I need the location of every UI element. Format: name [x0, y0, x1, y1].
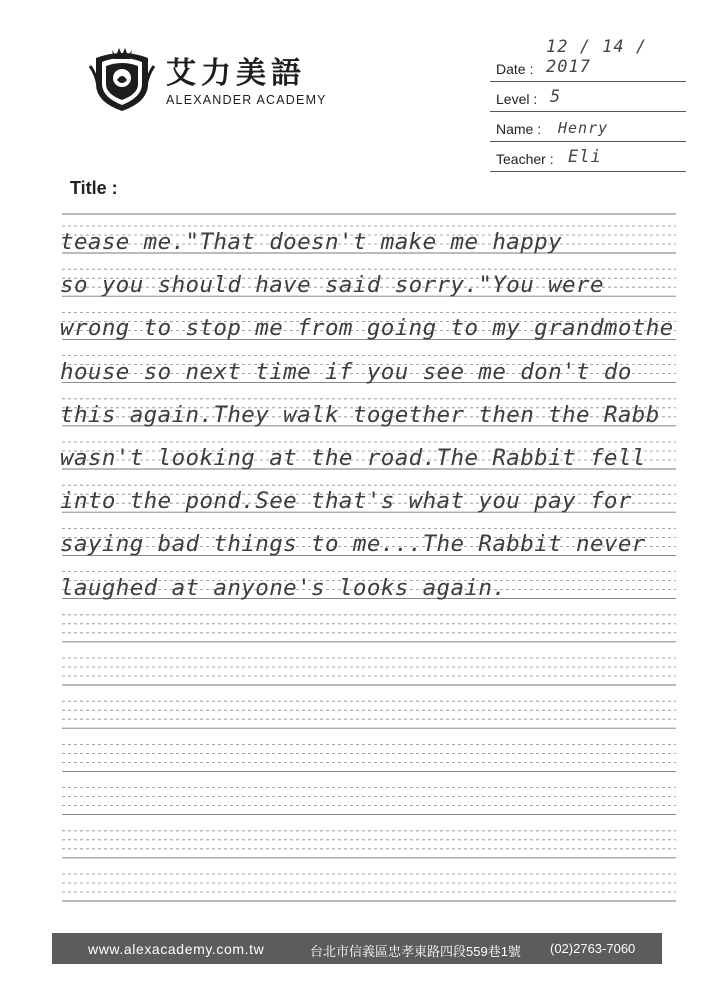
name-value: Henry: [558, 119, 609, 137]
footer-bar: [52, 933, 662, 964]
essay-line: saying bad things to me...The Rabbit never: [60, 531, 646, 558]
essay-line: wrong to stop me from going to my grandmothe: [60, 315, 674, 342]
essay-line: house so next time if you see me don't do: [60, 358, 632, 385]
date-value: 12 / 14 / 2017: [546, 37, 648, 77]
essay-line: this again.They walk together then the Rabb: [60, 401, 660, 428]
teacher-value: Eli: [568, 147, 602, 167]
brand-english-name: ALEXANDER ACADEMY: [166, 93, 327, 107]
level-value: 5: [550, 87, 562, 107]
title-label: Title :: [70, 178, 118, 198]
brand-chinese-name: 艾力美語: [166, 56, 306, 91]
teacher-label: Teacher :: [496, 151, 554, 167]
essay-line: wasn't looking at the road.The Rabbit fell: [60, 445, 646, 471]
essay-line: so you should have said sorry."You were: [60, 272, 604, 299]
name-label: Name :: [496, 121, 542, 137]
footer-address: 台北市信義區忠孝東路四段559巷1號: [310, 944, 521, 959]
essay-line: tease me."That doesn't make me happy: [60, 229, 563, 255]
footer-phone: (02)2763-7060: [550, 941, 636, 956]
essay-line: into the pond.See that's what you pay for: [60, 488, 632, 515]
essay-line: laughed at anyone's looks again.: [60, 574, 507, 601]
date-label: Date :: [496, 61, 534, 77]
footer-website: www.alexacademy.com.tw: [88, 941, 265, 957]
level-label: Level :: [496, 91, 538, 107]
